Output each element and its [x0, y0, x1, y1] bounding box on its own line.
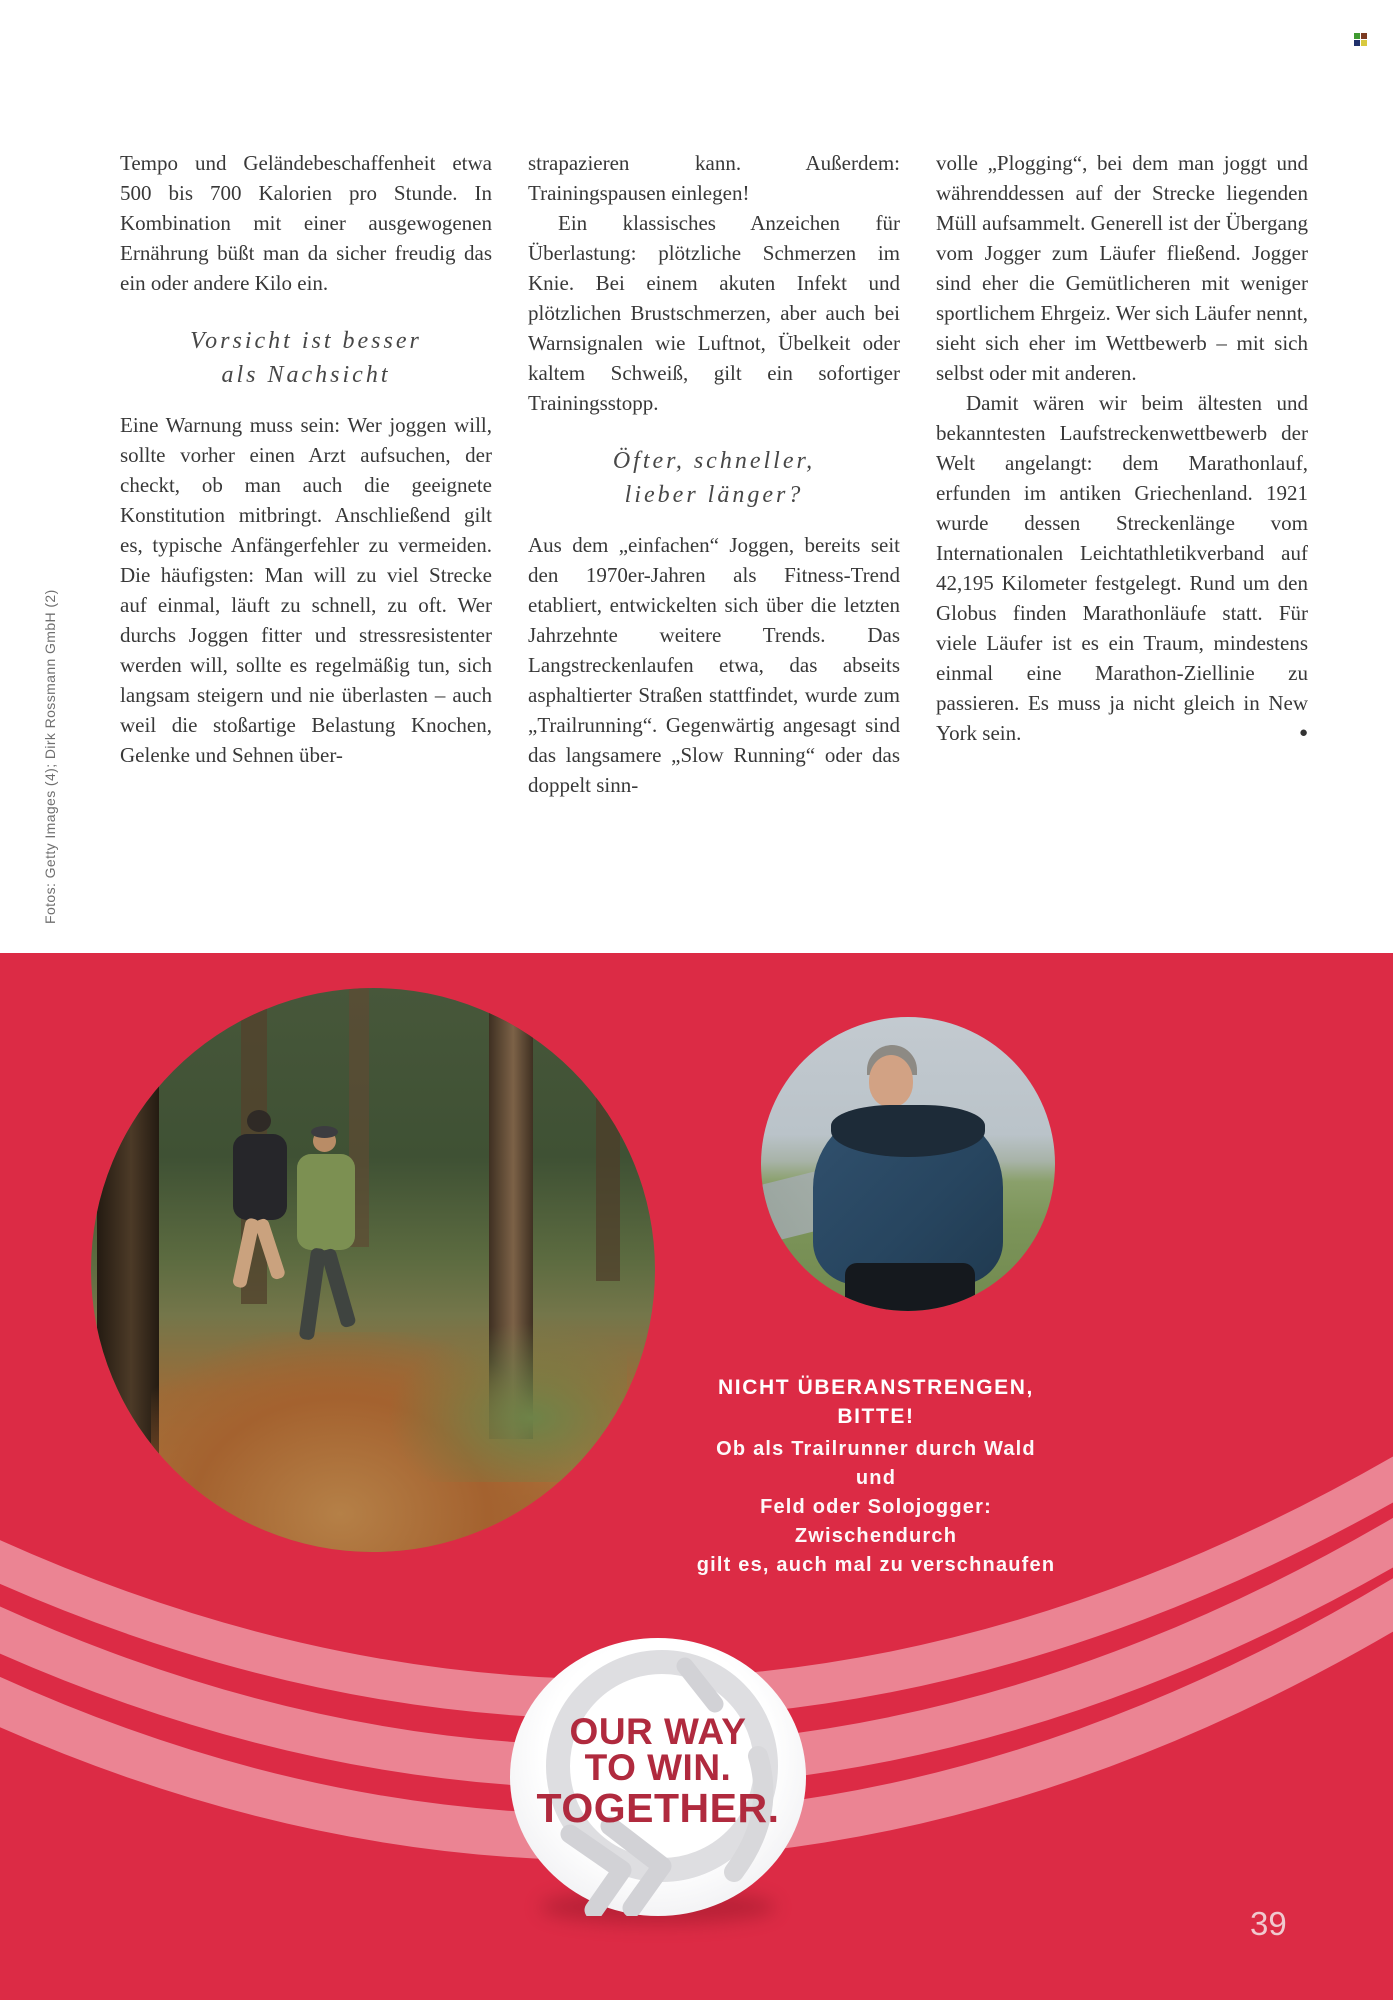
body-paragraph: Aus dem „einfachen“ Joggen, bereits seit den 1970er-Jahren als Fitness-Trend etabliert, entwickelten sich über die letzten Jahrzehnte weitere Trends. Das Langstreckenlaufen etwa, das abseits asphaltierter Straßen stattfindet, wurde zum „Trailrunning“. Gegenwärtig angesagt sind das langsamere „Slow Running“ oder das doppelt sinn-: [528, 533, 900, 797]
column-2: [528, 148, 900, 800]
body-paragraph: volle „Plogging“, bei dem man joggt und währenddessen auf der Strecke liegenden Müll aufsammelt. Generell ist der Übergang vom Jogger zum Läufer fließend. Jogger sind eher die Gemütlicheren mit weniger sportlichem Ehrgeiz. Wer sich Läufer nennt, sieht sich eher im Wettbewerb – mit sich selbst oder mit anderen.: [936, 151, 1308, 385]
campaign-logo: [510, 1638, 806, 1916]
runner-leg: [254, 1217, 286, 1280]
article-columns: [120, 148, 1308, 800]
jogger-shorts: [845, 1263, 975, 1311]
runner-cap: [311, 1126, 338, 1138]
runner-torso: [297, 1154, 355, 1250]
body-paragraph: [936, 388, 1308, 748]
body-paragraph: Ein klassisches Anzeichen für Überlastung: plötzliche Schmerzen im Knie. Bei einem akuten Infekt und plötzlichen Brustschmerzen, aber auch bei Warnsignalen wie Luftnot, Übelkeit oder kaltem Schweiß, gilt ein sofortiger Trainingsstopp.: [528, 211, 900, 415]
heading-line: lieber länger?: [624, 482, 804, 508]
body-paragraph: Tempo und Geländebeschaffenheit etwa 500 bis 700 Kalorien pro Stunde. In Kombination mit einer ausgewogenen Ernährung büßt man da sicher freudig das ein oder andere Kilo ein.: [120, 151, 492, 295]
color-mark-navy: [1354, 40, 1360, 46]
section-heading: [120, 324, 492, 392]
color-mark-yellow: [1361, 40, 1367, 46]
runner-head: [247, 1110, 271, 1132]
column-3: [936, 148, 1308, 800]
photo-credit: Fotos: Getty Images (4); Dirk Rossmann GmbH (2): [42, 589, 58, 924]
heading-line: Vorsicht ist besser: [190, 328, 422, 354]
tree-trunk: [97, 988, 159, 1552]
jogger-jacket-yoke: [831, 1105, 985, 1157]
section-heading: [528, 444, 900, 512]
article-end-mark: ●: [1298, 725, 1308, 741]
body-paragraph: Eine Warnung muss sein: Wer joggen will, sollte vorher einen Arzt aufsuchen, der checkt, ob man auch die geeignete Konstitution mitbringt. Anschließend gilt es, typische Anfängerfehler zu vermeiden. Die häufigsten: Man will zu viel Strecke auf einmal, läuft zu schnell, zu oft. Wer durchs Joggen fitter und stressresistenter werden will, sollte es regelmäßig tun, sich langsam steigern und nie überlasten – auch weil die stoßartige Belastung Knochen, Gelenke und Sehnen über-: [120, 413, 492, 767]
column-1: [120, 148, 492, 800]
runner-leg: [320, 1247, 356, 1328]
female-runner-figure: [289, 1130, 363, 1380]
logo-line: TO WIN.: [584, 1747, 732, 1788]
feature-section: [0, 953, 1393, 2000]
logo-text: [510, 1711, 806, 1831]
caption-line: Feld oder Solojogger: Zwischendurch: [760, 1496, 992, 1547]
heading-line: Öfter, schneller,: [612, 448, 816, 474]
logo-line: OUR WAY: [569, 1711, 747, 1752]
color-mark-icon: [1354, 33, 1367, 46]
caption-line: gilt es, auch mal zu verschnaufen: [696, 1554, 1056, 1576]
photo-caption: [694, 1373, 1058, 1580]
tree-trunk: [596, 988, 620, 1281]
grass-tuft: [387, 1322, 627, 1482]
tired-jogger-photo: [761, 1017, 1055, 1311]
caption-line: Ob als Trailrunner durch Wald und: [716, 1438, 1036, 1489]
caption-title: NICHT ÜBERANSTRENGEN, BITTE!: [718, 1376, 1034, 1428]
color-mark-brown: [1361, 33, 1367, 39]
paragraph-text: Damit wären wir beim ältesten und bekanntesten Laufstreckenwettbewerb der Welt angelangt: dem Marathonlauf, erfunden im antiken Griechenland. 1921 wurde dessen Streckenlänge vom Internationalen Leichtathletikverband auf 42,195 Kilometer festgelegt. Rund um den Globus finden Marathonläufe statt. Für viele Läufer ist es ein Traum, mindestens einmal eine Marathon-Ziellinie zu passieren. Es muss ja nicht gleich in New York sein.: [936, 391, 1308, 745]
logo-line: TOGETHER.: [536, 1785, 780, 1831]
runner-torso: [233, 1134, 287, 1220]
jogger-head: [869, 1055, 913, 1107]
trail-runners-photo: [91, 988, 655, 1552]
heading-line: als Nachsicht: [221, 362, 391, 388]
body-paragraph: strapazieren kann. Außerdem: Trainingspausen einlegen!: [528, 151, 900, 205]
page-number: 39: [1250, 1905, 1287, 1942]
color-mark-green: [1354, 33, 1360, 39]
male-runner-figure: [227, 1110, 293, 1310]
